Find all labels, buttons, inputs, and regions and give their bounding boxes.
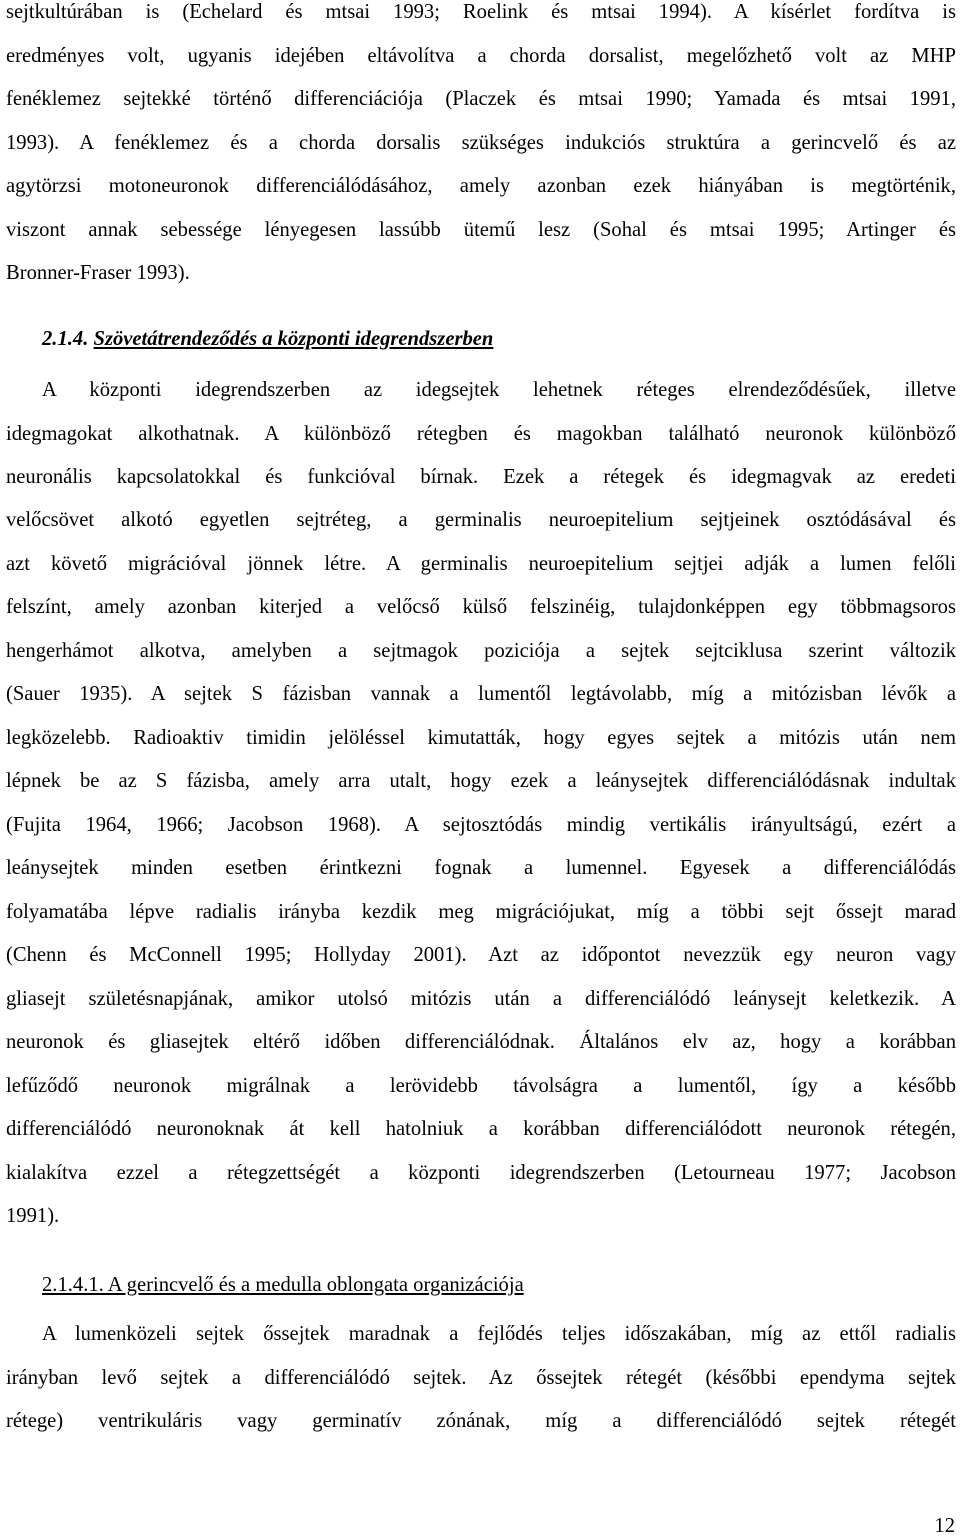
paragraph-line: viszont annak sebessége lényegesen lassúbb ütemű lesz (Sohal és mtsai 1995; Artinger és bbox=[6, 219, 956, 241]
paragraph-line: hengerhámot alkotva, amelyben a sejtmagok poziciója a sejtek sejtciklusa szerint változik bbox=[6, 640, 956, 662]
paragraph-line: lépnek be az S fázisba, amely arra utalt, hogy ezek a leánysejtek differenciálódásnak indultak bbox=[6, 770, 956, 792]
section-heading bbox=[42, 327, 493, 351]
paragraph-line: agytörzsi motoneuronok differenciálódásához, amely azonban ezek hiányában is megtörténik, bbox=[6, 175, 956, 197]
paragraph-line: gliasejt születésnapjának, amikor utolsó mitózis után a differenciálódó leánysejt keletkezik. A bbox=[6, 988, 956, 1010]
paragraph-line: fenéklemez sejtekké történő differenciációja (Placzek és mtsai 1990; Yamada és mtsai 1991, bbox=[6, 88, 956, 110]
section-number: 2.1.4. bbox=[42, 328, 89, 350]
paragraph-line: neuronális kapcsolatokkal és funkcióval bírnak. Ezek a rétegek és idegmagvak az eredeti bbox=[6, 466, 956, 488]
paragraph-line: Bronner-Fraser 1993). bbox=[6, 262, 190, 284]
paragraph-line: folyamatába lépve radialis irányba kezdik meg migrációjukat, míg a többi sejt őssejt marad bbox=[6, 901, 956, 923]
subsection-heading: 2.1.4.1. A gerincvelő és a medulla oblongata organizációja bbox=[42, 1274, 524, 1296]
section-title: Szövetátrendeződés a központi idegrendszerben bbox=[93, 328, 494, 350]
paragraph-line: idegmagokat alkothatnak. A különböző rétegben és magokban található neuronok különböző bbox=[6, 423, 956, 445]
paragraph-line: sejtkultúrában is (Echelard és mtsai 1993; Roelink és mtsai 1994). A kísérlet fordítva is bbox=[6, 1, 956, 23]
paragraph-line: differenciálódó neuronoknak át kell hatolniuk a korábban differenciálódott neuronok rétegén, bbox=[6, 1118, 956, 1140]
paragraph-line: 1993). A fenéklemez és a chorda dorsalis szükséges indukciós struktúra a gerincvelő és az bbox=[6, 132, 956, 154]
paragraph-line: rétege) ventrikuláris vagy germinatív zónának, míg a differenciálódó sejtek rétegét bbox=[6, 1410, 956, 1432]
paragraph-line: irányban levő sejtek a differenciálódó sejtek. Az őssejtek rétegét (későbbi ependyma sejtek bbox=[6, 1367, 956, 1389]
paragraph-line: (Sauer 1935). A sejtek S fázisban vannak a lumentől legtávolabb, míg a mitózisban lévők a bbox=[6, 683, 956, 705]
paragraph-line: felszínt, amely azonban kiterjed a velőcső külső felszinéig, tulajdonképpen egy többmagsoros bbox=[6, 596, 956, 618]
paragraph-line: (Fujita 1964, 1966; Jacobson 1968). A sejtosztódás mindig vertikális irányultságú, ezért a bbox=[6, 814, 956, 836]
paragraph-line: leánysejtek minden esetben érintkezni fognak a lumennel. Egyesek a differenciálódás bbox=[6, 857, 956, 879]
paragraph-line: legközelebb. Radioaktiv timidin jelöléssel kimutatták, hogy egyes sejtek a mitózis után nem bbox=[6, 727, 956, 749]
paragraph-line: 1991). bbox=[6, 1205, 60, 1227]
paragraph-line: velőcsövet alkotó egyetlen sejtréteg, a germinalis neuroepitelium sejtjeinek osztódásával és bbox=[6, 509, 956, 531]
paragraph-line: A központi idegrendszerben az idegsejtek lehetnek réteges elrendeződésűek, illetve bbox=[42, 379, 956, 401]
paragraph-line: lefűződő neuronok migrálnak a lerövidebb távolságra a lumentől, így a később bbox=[6, 1075, 956, 1097]
paragraph-line: kialakítva ezzel a rétegzettségét a központi idegrendszerben (Letourneau 1977; Jacobson bbox=[6, 1162, 956, 1184]
paragraph-line: eredményes volt, ugyanis idejében eltávolítva a chorda dorsalist, megelőzhető volt az MHP bbox=[6, 45, 956, 67]
page-number: 12 bbox=[934, 1515, 955, 1537]
paragraph-line: A lumenközeli sejtek őssejtek maradnak a fejlődés teljes időszakában, míg az ettől radialis bbox=[42, 1323, 956, 1345]
paragraph-line: azt követő migrációval jönnek létre. A germinalis neuroepitelium sejtjei adják a lumen felőli bbox=[6, 553, 956, 575]
paragraph-line: (Chenn és McConnell 1995; Hollyday 2001). Azt az időpontot nevezzük egy neuron vagy bbox=[6, 944, 956, 966]
paragraph-line: neuronok és gliasejtek eltérő időben differenciálódnak. Általános elv az, hogy a korábban bbox=[6, 1031, 956, 1053]
